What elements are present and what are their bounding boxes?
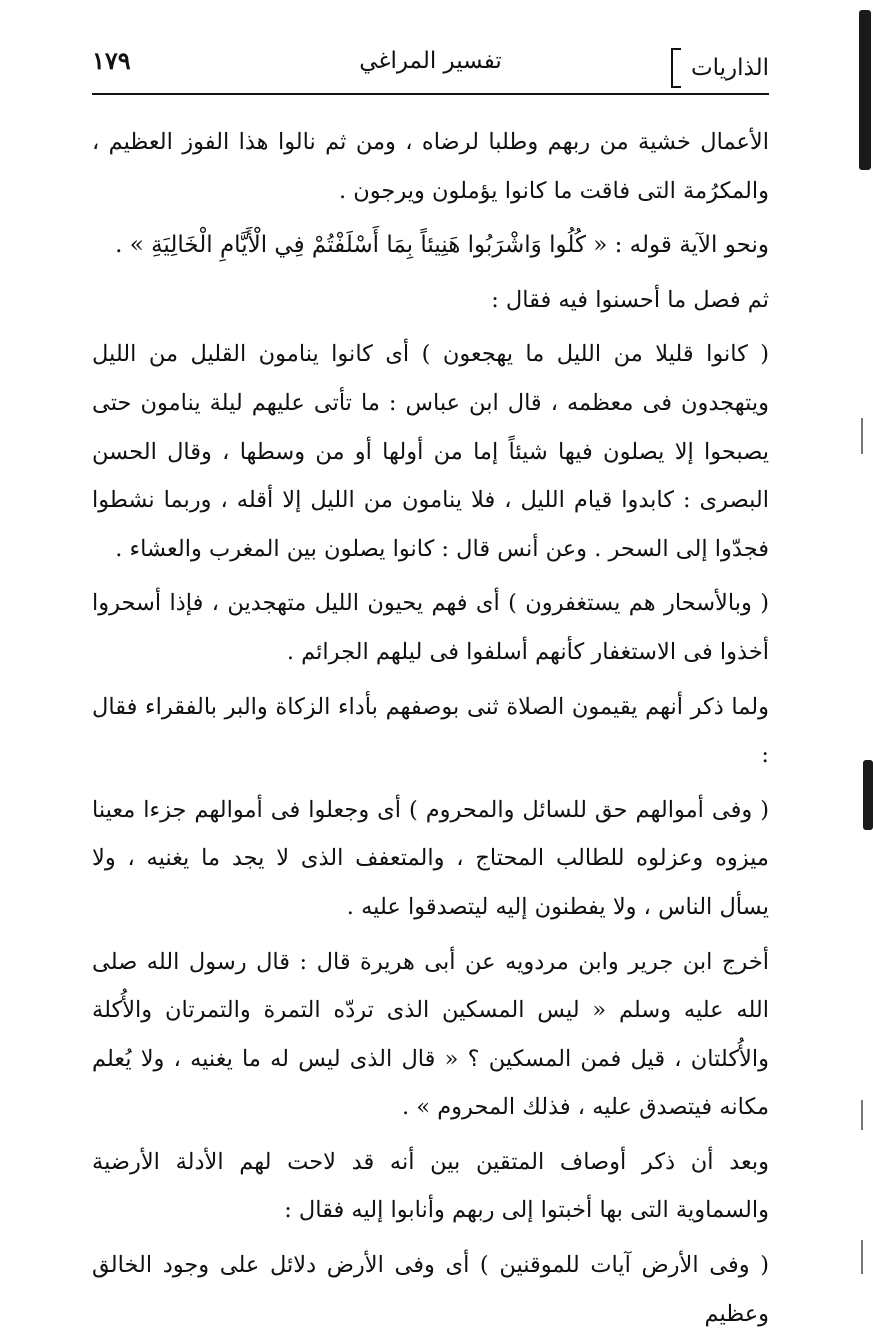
paragraph: ( كانوا قليلا من الليل ما يهجعون ) أى كانوا ينامون القليل من الليل ويتهجدون فى معظمه ، قال ابن عباس : ما تأتى عليهم ليلة ينامون حتى يصبحوا إلا يصلون فيها شيئاً إما من أولها أو من وسطها ، وقال الحسن البصرى : كابدوا قيام الليل ، فلا ينامون من الليل إلا أقله ، وربما نشطوا فجدّوا إلى السحر . وعن أنس قال : كانوا يصلون بين المغرب والعشاء . [92,341,769,562]
paragraph: ثم فصل ما أحسنوا فيه فقال : [491,286,769,313]
scan-edge-dash [861,418,863,454]
scan-edge-mark [863,760,873,830]
paragraph: ( وبالأسحار هم يستغفرون ) أى فهم يحيون الليل متهجدين ، فإذا أسحروا أخذوا فى الاستغفار كأنهم أسلفوا فى ليلهم الجرائم . [92,590,769,665]
book-title: تفسير المراغي [359,48,502,74]
body-text [92,118,769,1344]
page-number: ١٧٩ [92,46,131,75]
paragraph: أخرج ابن جرير وابن مردويه عن أبى هريرة قال : قال رسول الله صلى الله عليه وسلم « ليس المسكين الذى تردّه التمرة والتمرتان والأُكلة والأُكلتان ، قيل فمن المسكين ؟ « قال الذى ليس له ما يغنيه ، ولا يُعلم مكانه فيتصدق عليه ، فذلك المحروم » . [92,948,769,1121]
paragraph: ( وفى أموالهم حق للسائل والمحروم ) أى وجعلوا فى أموالهم جزءا معينا ميزوه وعزلوه للطالب المحتاج ، والمتعفف الذى لا يجد ما يغنيه ، ولا يسأل الناس ، ولا يفطنون إليه ليتصدقوا عليه . [92,796,769,920]
bracket-mark [671,48,681,88]
paragraph: وبعد أن ذكر أوصاف المتقين بين أنه قد لاحت لهم الأدلة الأرضية والسماوية التى بها أخبتوا إلى ربهم وأنابوا إليه فقال : [92,1148,769,1224]
header-rule [92,93,769,95]
paragraph: ( وفى الأرض آيات للموقنين ) أى وفى الأرض دلائل على وجود الخالق وعظيم [92,1252,769,1327]
running-head [671,48,769,88]
quran-verse-paragraph: ونحو الآية قوله : « كُلُوا وَاشْرَبُوا هَنِيئاً بِمَا أَسْلَفْتُمْ فِي الْأَيَّامِ الْخَالِيَةِ » . [115,232,769,259]
scan-edge-dash [861,1100,863,1130]
scan-edge-mark [859,10,871,170]
surah-name: الذاريات [690,55,769,81]
scan-edge-dash [861,1240,863,1274]
paragraph: ولما ذكر أنهم يقيمون الصلاة ثنى بوصفهم بأداء الزكاة والبر بالفقراء فقال : [92,693,769,769]
paragraph: الأعمال خشية من ربهم وطلبا لرضاه ، ومن ثم نالوا هذا الفوز العظيم ، والمكرُمة التى فاقت ما كانوا يؤملون ويرجون . [92,129,769,204]
page-header [92,42,769,92]
